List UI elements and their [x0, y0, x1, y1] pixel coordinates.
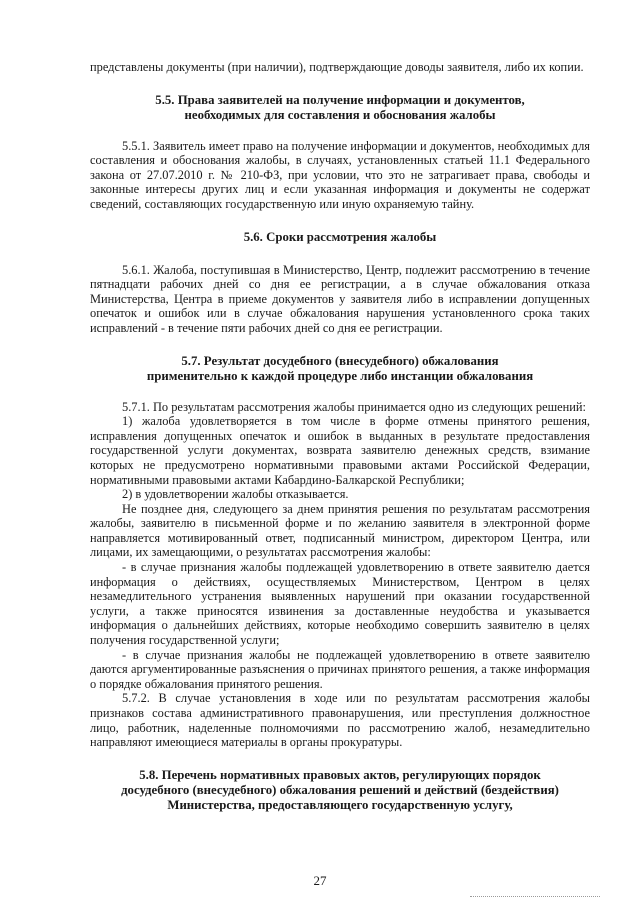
document-body: [90, 60, 590, 813]
section-heading-line: 5.8. Перечень нормативных правовых актов, регулирующих порядок: [139, 767, 541, 782]
intro-paragraph: представлены документы (при наличии), подтверждающие доводы заявителя, либо их копии.: [90, 60, 584, 74]
footer-dotted-line: [470, 896, 600, 898]
paragraph-response-deadline: Не позднее дня, следующего за днем принятия решения по результатам рассмотрения жалобы, заявителю в письменной форме и по желанию заявителя в электронной форме направляется мотивированный ответ, подписанный министром, директором Центра, или лицами, их замещающими, о результатах рассмотрения жалобы:: [90, 501, 590, 560]
list-item-1: 1) жалоба удовлетворяется в том числе в форме отмены принятого решения, исправления допущенных опечаток и ошибок в выданных в результате предоставления государственной услуги документах, возврата заявителю денежных средств, взимание которых не предусмотрено нормативными правовыми актами Российской Федерации, нормативными правовыми актами Кабардино-Балкарской Республики;: [90, 414, 590, 487]
section-5-7-heading: [90, 354, 590, 384]
section-heading-line: Министерства, предоставляющего государственную услугу,: [167, 797, 513, 812]
list-item-2: 2) в удовлетворении жалобы отказывается.: [122, 487, 349, 502]
section-5-5-heading: [90, 93, 590, 123]
section-5-6-heading: 5.6. Сроки рассмотрения жалобы: [243, 229, 437, 244]
bullet-complaint-rejected: - в случае признания жалобы не подлежащей удовлетворению в ответе заявителю даются аргументированные разъяснения о причинах принятого решения, а также информация о порядке обжалования принятого решения.: [90, 647, 590, 691]
section-heading-line: досудебного (внесудебного) обжалования решений и действий (бездействия): [121, 782, 559, 797]
section-heading-line: 5.5. Права заявителей на получение информации и документов,: [155, 92, 525, 107]
paragraph-5-7-2: 5.7.2. В случае установления в ходе или по результатам рассмотрения жалобы признаков состава административного правонарушения, или преступления должностное лицо, работник, наделенные полномочиями по рассмотрению жалоб, незамедлительно направляют имеющиеся материалы в органы прокуратуры.: [90, 691, 590, 750]
section-heading-line: применительно к каждой процедуре либо инстанции обжалования: [146, 368, 534, 383]
section-5-8-heading: [90, 768, 590, 813]
paragraph-5-5-1: 5.5.1. Заявитель имеет право на получение информации и документов, необходимых для составления и обоснования жалобы, в случаях, установленных статьей 11.1 Федерального закона от 27.07.2010 г. № 210-ФЗ, при условии, что это не затрагивает права, свободы и законные интересы других лиц и если указанная информация и документы не содержат сведений, составляющих государственную или иную охраняемую тайну.: [90, 138, 590, 211]
bullet-complaint-satisfied: - в случае признания жалобы подлежащей удовлетворению в ответе заявителю дается информация о действиях, осуществляемых Министерством, Центром в целях незамедлительного устранения выявленных нарушений при оказании государственной услуги, а также приносятся извинения за доставленные неудобства и указывается информация о дальнейших действиях, которые необходимо совершить заявителю в целях получения государственной услуги;: [90, 560, 590, 648]
paragraph-5-6-1: 5.6.1. Жалоба, поступившая в Министерство, Центр, подлежит рассмотрению в течение пятнадцати рабочих дней со дня ее регистрации, а в случае обжалования отказа Министерства, Центра в приеме документов у заявителя либо в исправлении допущенных опечаток и ошибок или в случае обжалования нарушения установленного срока таких исправлений - в течение пяти рабочих дней со дня ее регистрации.: [90, 262, 590, 335]
page-number: 27: [313, 873, 327, 888]
paragraph-5-7-1: 5.7.1. По результатам рассмотрения жалобы принимается одно из следующих решений:: [122, 399, 586, 414]
section-heading-line: необходимых для составления и обоснования жалобы: [184, 107, 496, 122]
section-heading-line: 5.7. Результат досудебного (внесудебного) обжалования: [181, 353, 499, 368]
